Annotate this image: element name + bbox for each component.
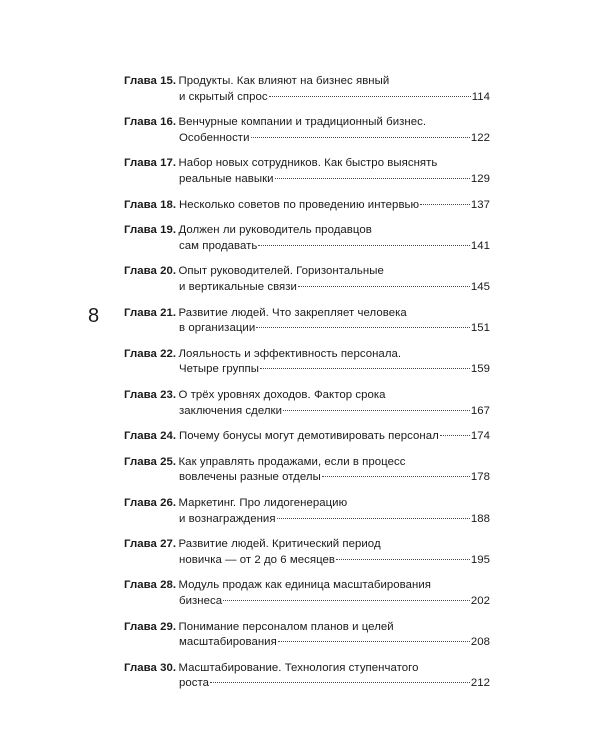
- chapter-title-line: новичка — от 2 до 6 месяцев: [179, 553, 336, 566]
- chapter-title: [179, 156, 490, 187]
- page-reference: 114: [471, 90, 490, 103]
- chapter-title-line: Модуль продаж как единица масштабирования: [178, 579, 431, 592]
- chapter-title-line: и вертикальные связи: [179, 280, 297, 293]
- page-reference: 145: [470, 280, 490, 293]
- chapter-label: Глава 25.: [124, 455, 177, 468]
- page-reference: 129: [470, 172, 490, 185]
- toc-entry[interactable]: [124, 455, 490, 486]
- chapter-title: [179, 661, 490, 692]
- toc-entry[interactable]: [124, 537, 490, 568]
- chapter-title-line: сам продавать: [179, 239, 258, 252]
- toc-entry[interactable]: [124, 198, 490, 214]
- chapter-label: Глава 20.: [124, 265, 177, 278]
- chapter-label: Глава 16.: [124, 116, 177, 129]
- chapter-title-last-line: [179, 429, 490, 445]
- toc-entry[interactable]: [124, 347, 490, 378]
- chapter-title-line: Должен ли руководитель продавцов: [178, 224, 372, 237]
- chapter-title-last-line: [179, 131, 490, 147]
- chapter-title-last-line: [179, 512, 490, 528]
- chapter-label: Глава 21.: [124, 306, 177, 319]
- chapter-title-last-line: [179, 280, 490, 296]
- toc-entry[interactable]: [124, 115, 490, 146]
- chapter-title-line: Развитие людей. Критический период: [178, 538, 381, 551]
- chapter-title-line: вовлечены разные отделы: [179, 471, 321, 484]
- dot-leader: [298, 286, 470, 287]
- toc-entry[interactable]: [124, 496, 490, 527]
- page-reference: 188: [470, 512, 490, 525]
- toc-entry[interactable]: [124, 264, 490, 295]
- chapter-title-line: Опыт руководителей. Горизонтальные: [178, 265, 384, 278]
- toc-entry[interactable]: [124, 306, 490, 337]
- toc-entry[interactable]: [124, 223, 490, 254]
- page-reference: 141: [470, 239, 490, 252]
- chapter-title-line: и вознаграждения: [179, 512, 276, 525]
- chapter-title-last-line: [179, 90, 490, 106]
- chapter-title: [179, 223, 490, 254]
- chapter-title-last-line: [179, 553, 490, 569]
- dot-leader: [420, 204, 470, 205]
- chapter-label: Глава 15.: [124, 75, 177, 87]
- chapter-title-line: и скрытый спрос: [179, 90, 268, 103]
- chapter-title-line: масштабирования: [179, 636, 277, 649]
- chapter-label: Глава 28.: [124, 579, 177, 592]
- chapter-title-last-line: [179, 172, 490, 188]
- toc-entry[interactable]: [124, 388, 490, 419]
- chapter-label: Глава 17.: [124, 157, 177, 170]
- dot-leader: [336, 559, 470, 560]
- chapter-title-line: роста: [179, 677, 210, 690]
- chapter-title: [179, 578, 490, 609]
- dot-leader: [269, 96, 471, 97]
- chapter-title-last-line: [179, 239, 490, 255]
- page-reference: 122: [470, 131, 490, 144]
- chapter-label: Глава 24.: [124, 430, 177, 443]
- chapter-title-line: Четыре группы: [179, 363, 260, 376]
- chapter-title-line: Почему бонусы могут демотивировать персонал: [179, 430, 439, 443]
- chapter-title-line: Масштабирование. Технология ступенчатого: [178, 661, 419, 674]
- chapter-title-last-line: [179, 470, 490, 486]
- chapter-title: [179, 347, 490, 378]
- dot-leader: [322, 476, 470, 477]
- chapter-title-line: Набор новых сотрудников. Как быстро выяснять: [178, 157, 438, 170]
- chapter-label: Глава 29.: [124, 620, 177, 633]
- toc-entry[interactable]: [124, 661, 490, 692]
- chapter-title: [179, 198, 490, 214]
- dot-leader: [223, 600, 470, 601]
- chapter-title-line: Несколько советов по проведению интервью: [179, 198, 420, 211]
- chapter-title-last-line: [179, 594, 490, 610]
- page-reference: 208: [470, 636, 490, 649]
- chapter-title-line: заключения сделки: [179, 404, 283, 417]
- chapter-title-last-line: [179, 362, 490, 378]
- chapter-label: Глава 23.: [124, 389, 177, 401]
- dot-leader: [440, 435, 470, 436]
- chapter-title: [179, 496, 490, 527]
- dot-leader: [210, 682, 470, 683]
- chapter-title-line: Маркетинг. Про лидогенерацию: [178, 497, 348, 510]
- toc-entry[interactable]: [124, 156, 490, 187]
- page-reference: 159: [470, 363, 490, 376]
- chapter-title-line: Особенности: [179, 131, 250, 144]
- chapter-title: [179, 537, 490, 568]
- chapter-title: [179, 115, 490, 146]
- chapter-title-line: Венчурные компании и традиционный бизнес.: [178, 116, 427, 129]
- chapter-title: [179, 388, 490, 419]
- chapter-title: [179, 74, 490, 105]
- chapter-title-line: Понимание персоналом планов и целей: [178, 620, 394, 633]
- toc-entry[interactable]: [124, 429, 490, 445]
- chapter-title: [179, 264, 490, 295]
- dot-leader: [260, 368, 470, 369]
- chapter-title-last-line: [179, 404, 490, 420]
- chapter-title-line: Развитие людей. Что закрепляет человека: [178, 306, 407, 319]
- chapter-title: [179, 620, 490, 651]
- dot-leader: [278, 641, 470, 642]
- dot-leader: [251, 137, 470, 138]
- toc-entry[interactable]: [124, 578, 490, 609]
- toc-entry[interactable]: [124, 74, 490, 105]
- page-reference: 167: [470, 404, 490, 417]
- chapter-label: Глава 18.: [124, 198, 177, 211]
- page-number: 8: [88, 305, 100, 327]
- chapter-label: Глава 19.: [124, 224, 177, 237]
- page-reference: 137: [470, 198, 490, 211]
- toc-entry[interactable]: [124, 620, 490, 651]
- chapter-title-last-line: [179, 321, 490, 337]
- chapter-label: Глава 26.: [124, 497, 177, 510]
- dot-leader: [275, 178, 470, 179]
- page-reference: 174: [470, 430, 490, 443]
- page-reference: 195: [470, 553, 490, 566]
- page-reference: 202: [470, 594, 490, 607]
- page-reference: 151: [470, 322, 490, 335]
- dot-leader: [283, 410, 470, 411]
- dot-leader: [258, 245, 469, 246]
- chapter-title-line: в организации: [179, 322, 256, 335]
- dot-leader: [277, 518, 470, 519]
- chapter-title-last-line: [179, 198, 490, 214]
- chapter-label: Глава 30.: [124, 661, 177, 674]
- chapter-title: [179, 306, 490, 337]
- chapter-title-line: Лояльность и эффективность персонала.: [178, 347, 402, 360]
- chapter-title-line: О трёх уровнях доходов. Фактор срока: [178, 389, 386, 401]
- chapter-title-line: реальные навыки: [179, 172, 274, 185]
- dot-leader: [256, 327, 470, 328]
- page-reference: 212: [470, 677, 490, 690]
- page-reference: 178: [470, 471, 490, 484]
- chapter-label: Глава 22.: [124, 347, 177, 360]
- chapter-title-line: Продукты. Как влияют на бизнес явный: [178, 75, 390, 87]
- chapter-title: [179, 455, 490, 486]
- chapter-title-last-line: [179, 635, 490, 651]
- table-of-contents: [124, 74, 490, 702]
- chapter-title: [179, 429, 490, 445]
- chapter-title-line: бизнеса: [179, 594, 223, 607]
- chapter-title-last-line: [179, 676, 490, 692]
- chapter-label: Глава 27.: [124, 538, 177, 551]
- chapter-title-line: Как управлять продажами, если в процесс: [178, 455, 406, 468]
